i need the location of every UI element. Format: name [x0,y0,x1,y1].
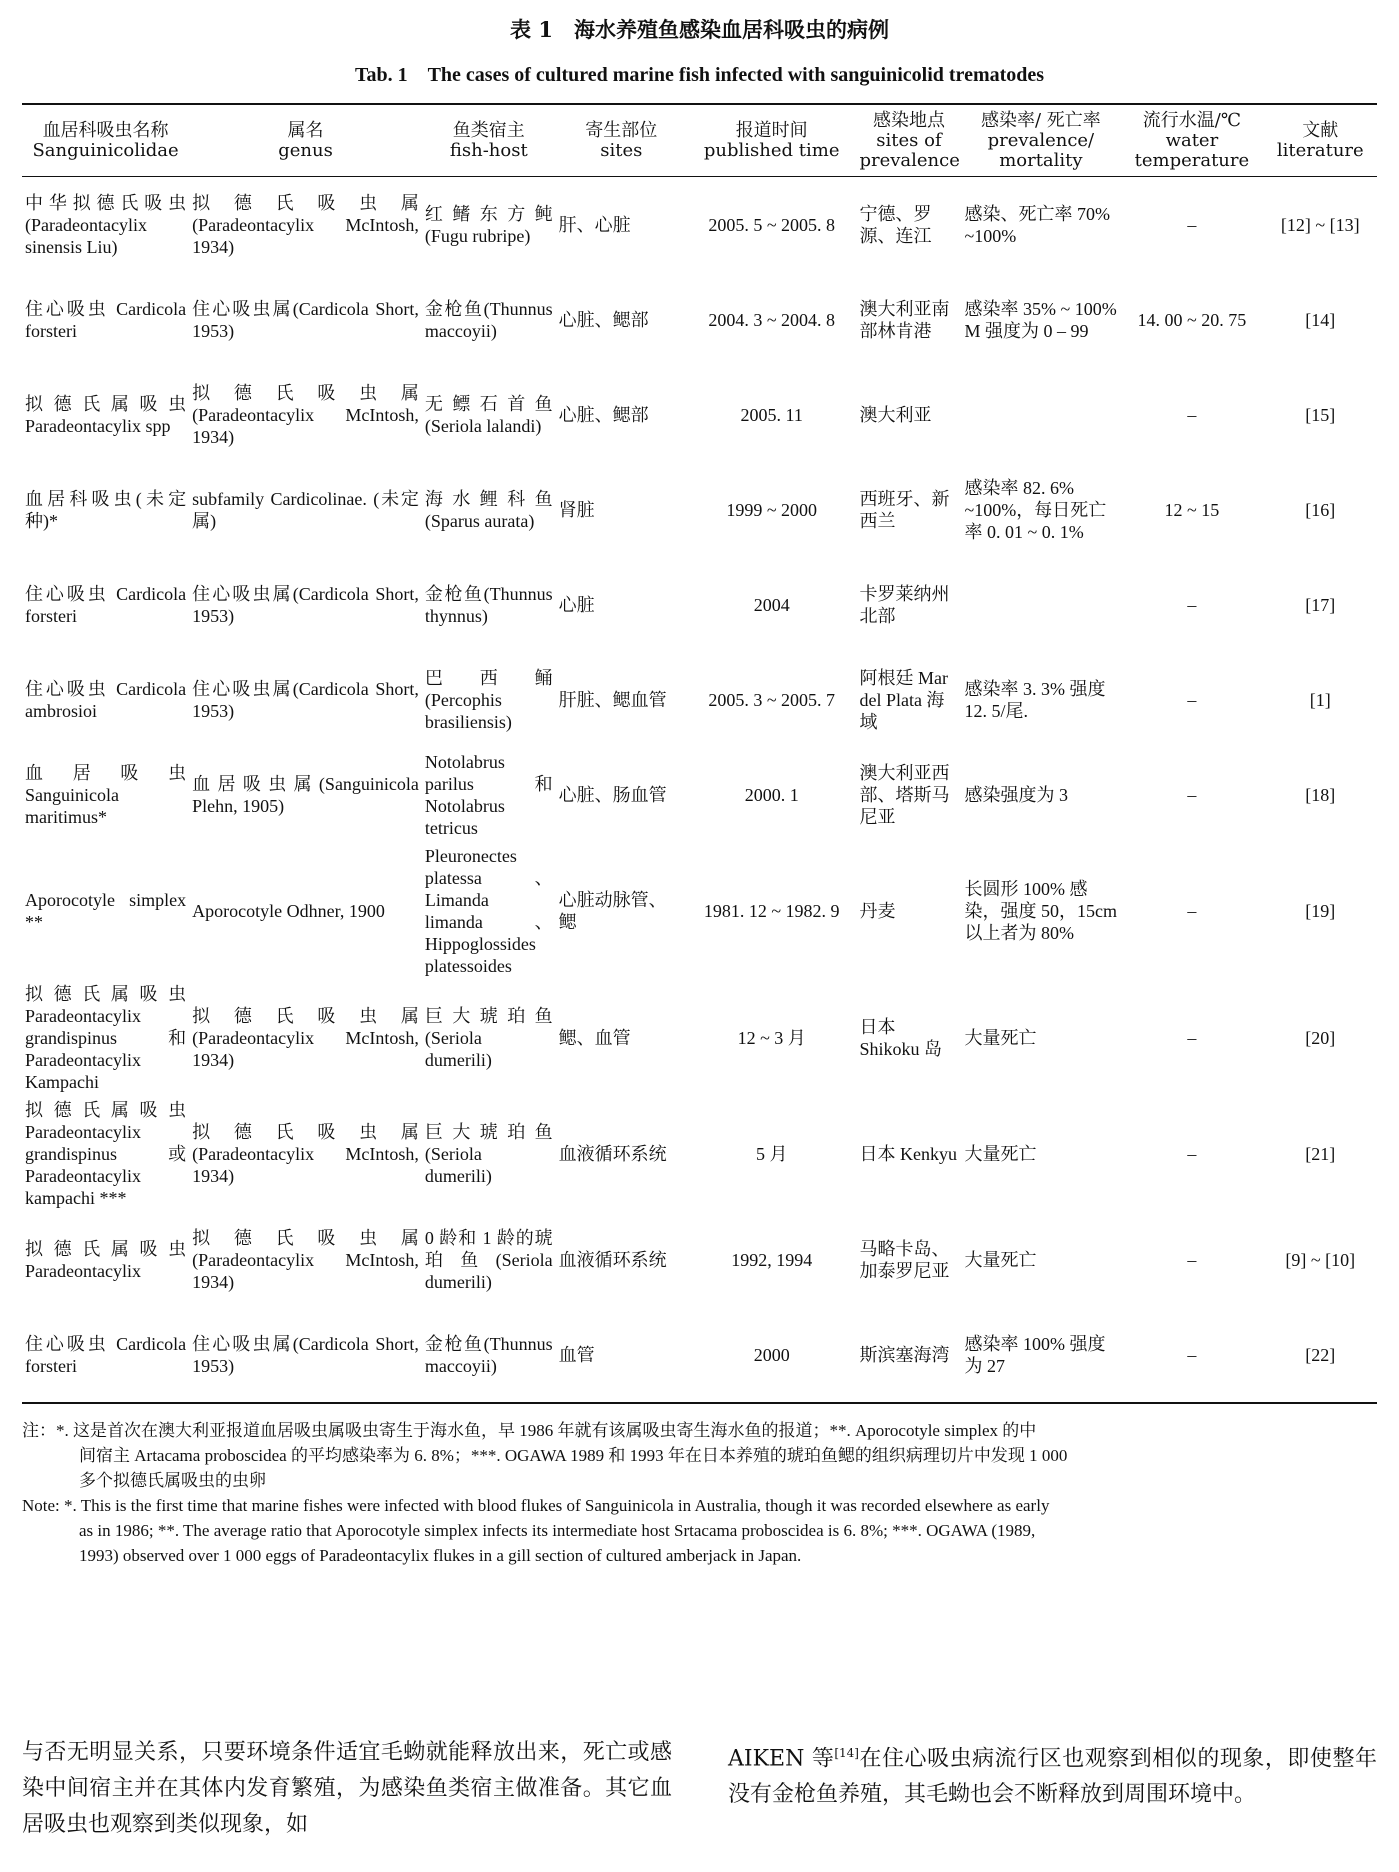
note-en-line-1: Note: *. This is the first time that marine fishes were infected with blood flukes of Sanguinicola in Australia, though it was recorded elsewhere as early [22,1496,1050,1515]
table-cell: [17] [1305,594,1336,615]
table-cell: [22] [1264,1307,1377,1403]
column-header-zh: 报道时间 [735,120,808,141]
table-cell: 感染率 82. 6% ~100%，每日死亡率 0. 01 ~ 0. 1% [964,477,1107,542]
table-cell: 14. 00 ~ 20. 75 [1137,309,1247,330]
table-cell: 巴西鲬(Percophis brasiliensis) [424,667,553,732]
table-row [22,462,1377,557]
table-row [22,652,1377,747]
table-cell: 住心吸虫 Cardicola forsteri [22,1307,189,1403]
table-cell: 无鳔石首鱼(Seriola lalandi) [424,393,553,436]
table-cell: 住心吸虫 Cardicola forsteri [25,583,187,626]
table-cell: [12] ~ [13] [1280,214,1360,235]
column-header [962,104,1121,177]
column-header-en: genus [278,140,333,161]
table-cell: 心脏、鳃部 [558,404,649,425]
table-cell: 住心吸虫属(Cardicola Short, 1953) [192,678,419,721]
table-cell: 2005. 3 ~ 2005. 7 [708,689,836,710]
column-header-zh: 流行水温/℃ [1142,110,1241,131]
column-header-en: sites [600,140,643,161]
table-cell: [20] [1305,1028,1336,1048]
table-cell: [21] [1305,1144,1336,1164]
table-row [22,1212,1377,1307]
table-cell: 住心吸虫 Cardicola forsteri [25,298,187,341]
table-cell: 阿根廷 Mar del Plata 海域 [859,667,948,732]
table-cell: 血管 [556,1307,687,1403]
table-cell: 心脏 [558,594,595,615]
table-cell: 1981. 12 ~ 1982. 9 [703,901,840,921]
table-cell: 住心吸虫 Cardicola ambrosioi [25,678,187,721]
column-header-en: Sanguinicolidae [32,140,179,161]
table-cell: 血居吸虫属(Sanguinicola Plehn, 1905) [192,773,419,816]
table-cell: 2005. 11 [740,404,803,425]
column-header [22,104,189,177]
table-cell: 2004 [753,594,790,615]
table-cell: – [1187,784,1197,805]
table-cell: 长圆形 100% 感染，强度 50，15cm 以上者为 80% [964,879,1117,943]
table-caption-en: Tab. 1 The cases of cultured marine fish infected with sanguinicolid trematodes [354,64,1045,86]
table-cell: – [1187,1144,1197,1164]
table-row [22,842,1377,980]
column-header-zh: 文献 [1302,120,1339,141]
table-cell: 大量死亡 [964,1249,1037,1270]
table-cell: 金枪鱼(Thunnus maccoyii) [424,298,553,341]
table-cell: 拟德氏属吸虫 Paradeontacylix [25,1238,187,1281]
column-header [556,104,687,177]
table-row [22,177,1377,273]
table-cell: 2005. 5 ~ 2005. 8 [708,214,836,235]
table-cell: 感染强度为 3 [964,784,1068,805]
table-cell: 日本 Shikoku 岛 [859,1017,942,1059]
column-header-en: prevalence/ mortality [987,130,1095,171]
column-header-en: sites of prevalence [859,130,960,171]
table-cell: 拟德氏吸虫属(Paradeontacylix McIntosh, 1934) [192,192,419,257]
table-cell: – [1187,689,1197,710]
column-header-en: literature [1276,140,1364,161]
column-header [856,104,961,177]
table-cell [962,367,1121,462]
table-cell: 红鳍东方鲀(Fugu rubripe) [424,203,553,246]
table-cell: 马略卡岛、加泰罗尼亚 [859,1238,950,1281]
column-header-zh: 血居科吸虫名称 [42,120,169,141]
note-en-line-2: as in 1986; **. The average ratio that Aporocotyle simplex infects its intermediate host Srtacama proboscidea is 6. 8%; ***. OGAWA (1989, [79,1521,1036,1540]
table-cell: 中华拟德氏吸虫(Paradeontacylix sinensis Liu) [25,192,187,257]
table-cell: 血液循环系统 [558,1144,667,1164]
table-cell: 0 龄和 1 龄的琥珀鱼(Seriola dumerili) [424,1227,553,1292]
note-zh-line-1: 注：*. 这是首次在澳大利亚报道血居吸虫属吸虫寄生于海水鱼，早 1986 年就有该属吸虫寄生海水鱼的报道；**. Aporocotyle simplex 的中 [22,1421,1037,1440]
column-header [1120,104,1263,177]
table-cell: 拟德氏属吸虫 Paradeontacylix grandispinus 或 Paradeontacylix kampachi *** [25,1100,187,1208]
table-cell: – [1187,214,1197,235]
table-body [22,177,1377,1404]
note-en-line-3: 1993) observed over 1 000 eggs of Paradeontacylix flukes in a gill section of cultured amberjack in Japan. [79,1546,802,1565]
table-cell [962,557,1121,652]
table-cell: 心脏、鳃部 [558,309,649,330]
column-header-en: water temperature [1134,130,1250,171]
table-cell: [19] [1305,901,1336,921]
table-row [22,557,1377,652]
table-cell: 12 ~ 15 [1164,499,1220,520]
column-header-en: fish-host [449,140,528,161]
table-row [22,1096,1377,1212]
table-cell: 丹麦 [859,901,896,921]
column-header-en: published time [703,140,840,161]
table-cell: 2000. 1 [744,784,799,805]
table-cell: 巨大琥珀鱼(Seriola dumerili) [424,1122,553,1186]
column-header [687,104,857,177]
column-header-zh: 鱼类宿主 [452,120,525,141]
table-cell: [16] [1305,499,1336,520]
page [22,0,1377,1568]
table-cell: 澳大利亚南部林肯港 [859,298,950,341]
table-cell: 拟德氏吸虫属(Paradeontacylix McIntosh, 1934) [192,382,419,447]
table-row [22,747,1377,842]
table-cell: [18] [1305,784,1336,805]
table-caption-zh: 表 1 海水养殖鱼感染血居科吸虫的病例 [510,17,889,42]
table-cell: – [1187,1028,1197,1048]
table-cell: 鳃、血管 [558,1028,631,1048]
table-cell: 拟德氏属吸虫 Paradeontacylix spp [25,393,187,436]
table-cell: 感染、死亡率 70% ~100% [964,203,1110,246]
table-cell: [14] [1305,309,1336,330]
column-header [1264,104,1377,177]
table-cell: 澳大利亚 [859,404,932,425]
table-row [22,1307,1377,1403]
column-header-zh: 寄生部位 [585,120,658,141]
table-cell: 血液循环系统 [558,1249,667,1270]
table-cell: Aporocotyle Odhner, 1900 [192,901,385,921]
table-cell: [9] ~ [10] [1285,1249,1356,1270]
table-header-row [22,104,1377,177]
table-cell: 大量死亡 [964,1028,1037,1048]
table-cell: 1992, 1994 [731,1249,813,1270]
table-cell: Pleuronectes platessa、Limanda limanda、Hippoglossides platessoides [424,846,553,976]
table-cell: 大量死亡 [964,1144,1037,1164]
table-cell: 心脏动脉管、鳃 [558,890,667,932]
table-cell: – [1187,404,1197,425]
table-cell: 金枪鱼(Thunnus thynnus) [424,583,553,626]
table-cell: [15] [1305,404,1336,425]
table-cell: 卡罗莱纳州北部 [859,583,950,626]
table-cell: – [1120,1307,1263,1403]
table-cell: 宁德、罗源、连江 [859,203,932,246]
table-cell: Aporocotyle simplex ** [25,890,187,932]
table-cell: 日本 Kenkyu [859,1144,957,1164]
citation-ref: [14] [834,1746,859,1760]
body-right-column [728,1735,1377,1813]
table-cell: 1999 ~ 2000 [726,499,818,520]
table-cell: 感染率 35% ~ 100% M 强度为 0 – 99 [964,298,1117,341]
table-cell: 2000 [687,1307,857,1403]
body-right-rest: 在住心吸虫病流行区也观察到相似的现象，即使整年没有金枪鱼养殖，其毛蚴也会不断释放到周围环境中。 [728,1746,1377,1808]
table-row [22,980,1377,1096]
table-cell: – [1187,594,1197,615]
table-cell: 金枪鱼(Thunnus maccoyii) [422,1307,556,1403]
table-cell: 斯滨塞海湾 [856,1307,961,1403]
table-cell: 西班牙、新西兰 [859,488,950,531]
table-cell: 血居科吸虫(未定种)* [25,488,187,531]
table-cell: 拟德氏属吸虫 Paradeontacylix grandispinus 和 Paradeontacylix Kampachi [25,984,187,1092]
table-cell: 5 月 [755,1144,788,1164]
column-header [422,104,556,177]
table-cell: [1] [1309,689,1331,710]
table-cell: 拟德氏吸虫属(Paradeontacylix McIntosh, 1934) [192,1122,419,1186]
column-header [189,104,422,177]
note-zh-line-3: 多个拟德氏属吸虫的虫卵 [79,1471,266,1490]
table-cell: – [1187,1249,1197,1270]
table-cell: 2004. 3 ~ 2004. 8 [708,309,836,330]
table-cell: 住心吸虫属(Cardicola Short, 1953) [189,1307,422,1403]
table-cell: 心脏、肠血管 [558,784,667,805]
table-cell: subfamily Cardicolinae. (未定属) [192,488,419,531]
body-right-prefix: AIKEN 等 [728,1746,835,1772]
table-cell: 住心吸虫属(Cardicola Short, 1953) [192,298,419,341]
table-cell: 澳大利亚西部、塔斯马尼亚 [859,762,950,827]
table-row [22,367,1377,462]
table-cell: 拟德氏吸虫属(Paradeontacylix McIntosh, 1934) [192,1227,419,1292]
column-header-zh: 感染率/ 死亡率 [980,110,1101,131]
table-cell: 巨大琥珀鱼(Seriola dumerili) [424,1006,553,1070]
table-cell: 肝脏、鳃血管 [558,689,667,710]
note-zh-line-2: 间宿主 Artacama proboscidea 的平均感染率为 6. 8%；***. OGAWA 1989 和 1993 年在日本养殖的琥珀鱼鳃的组织病理切片中发现 1 000 [79,1446,1068,1465]
table-cell: 感染率 100% 强度为 27 [962,1307,1121,1403]
table-cell: 感染率 3. 3% 强度 12. 5/尾. [964,678,1106,721]
table-cell: – [1187,901,1197,921]
table-cell: 肾脏 [558,499,595,520]
table-cell: 12 ~ 3 月 [737,1028,806,1048]
table-cell: 海水鲤科鱼(Sparus aurata) [424,488,553,531]
table-row [22,272,1377,367]
column-header-zh: 感染地点 [872,110,945,131]
table-cell: 肝、心脏 [558,214,631,235]
column-header-zh: 属名 [287,120,324,141]
body-left-column: 与否无明显关系，只要环境条件适宜毛蚴就能释放出来，死亡或感染中间宿主并在其体内发育繁殖，为感染鱼类宿主做准备。其它血居吸虫也观察到类似现象，如 [22,1740,672,1837]
table-cell: 住心吸虫属(Cardicola Short, 1953) [192,583,419,626]
table-cell: 拟德氏吸虫属(Paradeontacylix McIntosh, 1934) [192,1006,419,1070]
table-cell: Notolabrus parilus 和 Notolabrus tetricus [424,751,553,838]
infection-cases-table [22,103,1377,1404]
table-notes [22,1418,1377,1568]
table-cell: 血居吸虫 Sanguinicola maritimus* [25,762,187,827]
